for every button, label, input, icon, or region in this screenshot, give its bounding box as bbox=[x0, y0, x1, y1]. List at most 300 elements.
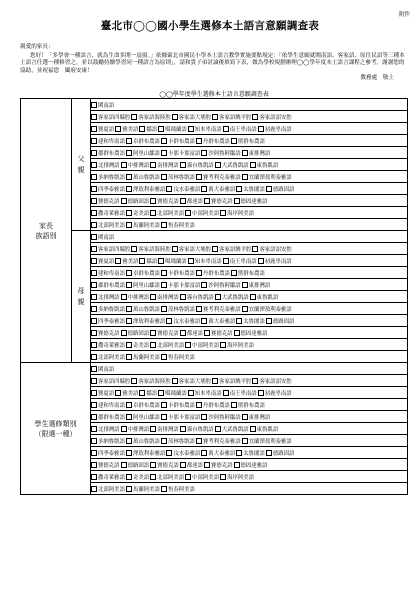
language-option[interactable] bbox=[115, 125, 138, 133]
checkbox-icon[interactable] bbox=[166, 186, 172, 192]
language-option[interactable] bbox=[91, 485, 125, 493]
language-option[interactable] bbox=[252, 245, 291, 253]
checkbox-icon[interactable] bbox=[150, 474, 156, 480]
checkbox-icon[interactable] bbox=[126, 270, 132, 276]
language-option[interactable] bbox=[236, 317, 265, 325]
language-option[interactable] bbox=[121, 197, 150, 205]
language-option[interactable] bbox=[91, 113, 130, 121]
language-option[interactable] bbox=[220, 341, 254, 349]
checkbox-icon[interactable] bbox=[91, 186, 97, 192]
language-option[interactable] bbox=[250, 293, 279, 301]
language-option[interactable] bbox=[126, 173, 160, 181]
language-option[interactable] bbox=[220, 473, 254, 481]
language-option[interactable] bbox=[161, 221, 195, 229]
language-option[interactable] bbox=[185, 209, 219, 217]
checkbox-icon[interactable] bbox=[91, 402, 97, 408]
checkbox-icon[interactable] bbox=[220, 210, 226, 216]
checkbox-icon[interactable] bbox=[204, 198, 210, 204]
language-option[interactable] bbox=[234, 197, 268, 205]
language-option[interactable] bbox=[91, 209, 125, 217]
language-option[interactable] bbox=[91, 425, 120, 433]
checkbox-icon[interactable] bbox=[161, 306, 167, 312]
language-option[interactable] bbox=[91, 149, 125, 157]
language-option[interactable] bbox=[231, 401, 265, 409]
language-option[interactable] bbox=[242, 437, 292, 445]
language-option[interactable] bbox=[91, 389, 114, 397]
checkbox-icon[interactable] bbox=[180, 330, 186, 336]
checkbox-icon[interactable] bbox=[126, 282, 132, 288]
checkbox-icon[interactable] bbox=[172, 114, 178, 120]
language-option[interactable] bbox=[223, 257, 257, 265]
language-option[interactable] bbox=[180, 293, 214, 301]
checkbox-icon[interactable] bbox=[242, 282, 248, 288]
language-option[interactable] bbox=[150, 329, 179, 337]
language-option[interactable] bbox=[161, 305, 195, 313]
language-option[interactable] bbox=[185, 341, 219, 349]
language-option[interactable] bbox=[150, 161, 179, 169]
language-option[interactable] bbox=[91, 293, 120, 301]
language-option[interactable] bbox=[91, 233, 114, 241]
checkbox-icon[interactable] bbox=[91, 354, 97, 360]
checkbox-icon[interactable] bbox=[266, 450, 272, 456]
language-option[interactable] bbox=[242, 413, 271, 421]
language-option[interactable] bbox=[172, 245, 211, 253]
language-option[interactable] bbox=[91, 257, 114, 265]
language-option[interactable] bbox=[161, 173, 195, 181]
checkbox-icon[interactable] bbox=[258, 390, 264, 396]
checkbox-icon[interactable] bbox=[91, 102, 97, 108]
checkbox-icon[interactable] bbox=[91, 270, 97, 276]
language-option[interactable] bbox=[121, 293, 150, 301]
checkbox-icon[interactable] bbox=[188, 390, 194, 396]
language-option[interactable] bbox=[250, 161, 279, 169]
checkbox-icon[interactable] bbox=[91, 330, 97, 336]
language-option[interactable] bbox=[188, 257, 222, 265]
checkbox-icon[interactable] bbox=[252, 378, 258, 384]
language-option[interactable] bbox=[234, 461, 268, 469]
checkbox-icon[interactable] bbox=[161, 150, 167, 156]
language-option[interactable] bbox=[150, 425, 179, 433]
language-option[interactable] bbox=[91, 281, 125, 289]
checkbox-icon[interactable] bbox=[91, 150, 97, 156]
language-option[interactable] bbox=[139, 125, 157, 133]
checkbox-icon[interactable] bbox=[91, 198, 97, 204]
language-option[interactable] bbox=[91, 449, 125, 457]
language-option[interactable] bbox=[266, 185, 295, 193]
language-option[interactable] bbox=[91, 161, 120, 169]
language-option[interactable] bbox=[242, 281, 271, 289]
language-option[interactable] bbox=[91, 197, 120, 205]
checkbox-icon[interactable] bbox=[91, 246, 97, 252]
language-option[interactable] bbox=[131, 245, 170, 253]
checkbox-icon[interactable] bbox=[223, 258, 229, 264]
language-option[interactable] bbox=[126, 413, 160, 421]
language-option[interactable] bbox=[166, 185, 200, 193]
checkbox-icon[interactable] bbox=[196, 306, 202, 312]
language-option[interactable] bbox=[201, 317, 235, 325]
language-option[interactable] bbox=[91, 221, 125, 229]
checkbox-icon[interactable] bbox=[91, 114, 97, 120]
language-option[interactable] bbox=[236, 185, 265, 193]
checkbox-icon[interactable] bbox=[236, 450, 242, 456]
checkbox-icon[interactable] bbox=[234, 462, 240, 468]
language-option[interactable] bbox=[126, 221, 160, 229]
language-option[interactable] bbox=[172, 113, 211, 121]
language-option[interactable] bbox=[126, 185, 165, 193]
language-option[interactable] bbox=[131, 113, 170, 121]
checkbox-icon[interactable] bbox=[196, 438, 202, 444]
checkbox-icon[interactable] bbox=[166, 318, 172, 324]
language-option[interactable] bbox=[188, 125, 222, 133]
language-option[interactable] bbox=[161, 137, 195, 145]
checkbox-icon[interactable] bbox=[252, 114, 258, 120]
language-option[interactable] bbox=[161, 281, 200, 289]
checkbox-icon[interactable] bbox=[231, 402, 237, 408]
checkbox-icon[interactable] bbox=[161, 402, 167, 408]
checkbox-icon[interactable] bbox=[188, 258, 194, 264]
checkbox-icon[interactable] bbox=[91, 294, 97, 300]
checkbox-icon[interactable] bbox=[180, 198, 186, 204]
language-option[interactable] bbox=[91, 413, 125, 421]
checkbox-icon[interactable] bbox=[91, 378, 97, 384]
language-option[interactable] bbox=[201, 449, 235, 457]
checkbox-icon[interactable] bbox=[161, 282, 167, 288]
language-option[interactable] bbox=[91, 185, 125, 193]
checkbox-icon[interactable] bbox=[185, 342, 191, 348]
language-option[interactable] bbox=[180, 425, 214, 433]
checkbox-icon[interactable] bbox=[188, 126, 194, 132]
language-option[interactable] bbox=[150, 197, 179, 205]
language-option[interactable] bbox=[161, 485, 195, 493]
checkbox-icon[interactable] bbox=[150, 162, 156, 168]
checkbox-icon[interactable] bbox=[150, 426, 156, 432]
language-option[interactable] bbox=[242, 173, 292, 181]
language-option[interactable] bbox=[161, 437, 195, 445]
language-option[interactable] bbox=[234, 329, 268, 337]
checkbox-icon[interactable] bbox=[196, 270, 202, 276]
checkbox-icon[interactable] bbox=[204, 462, 210, 468]
checkbox-icon[interactable] bbox=[250, 162, 256, 168]
checkbox-icon[interactable] bbox=[126, 318, 132, 324]
language-option[interactable] bbox=[161, 269, 195, 277]
language-option[interactable] bbox=[212, 113, 251, 121]
checkbox-icon[interactable] bbox=[91, 282, 97, 288]
language-option[interactable] bbox=[161, 149, 200, 157]
checkbox-icon[interactable] bbox=[161, 354, 167, 360]
checkbox-icon[interactable] bbox=[91, 210, 97, 216]
checkbox-icon[interactable] bbox=[223, 390, 229, 396]
checkbox-icon[interactable] bbox=[250, 294, 256, 300]
language-option[interactable] bbox=[121, 161, 150, 169]
language-option[interactable] bbox=[204, 197, 233, 205]
language-option[interactable] bbox=[91, 269, 125, 277]
checkbox-icon[interactable] bbox=[121, 462, 127, 468]
checkbox-icon[interactable] bbox=[91, 234, 97, 240]
language-option[interactable] bbox=[115, 257, 138, 265]
checkbox-icon[interactable] bbox=[172, 378, 178, 384]
language-option[interactable] bbox=[91, 317, 125, 325]
language-option[interactable] bbox=[91, 101, 114, 109]
language-option[interactable] bbox=[91, 437, 125, 445]
language-option[interactable] bbox=[91, 305, 125, 313]
language-option[interactable] bbox=[242, 149, 271, 157]
language-option[interactable] bbox=[158, 125, 187, 133]
checkbox-icon[interactable] bbox=[161, 438, 167, 444]
checkbox-icon[interactable] bbox=[201, 186, 207, 192]
checkbox-icon[interactable] bbox=[126, 342, 132, 348]
checkbox-icon[interactable] bbox=[150, 342, 156, 348]
checkbox-icon[interactable] bbox=[161, 174, 167, 180]
checkbox-icon[interactable] bbox=[242, 306, 248, 312]
checkbox-icon[interactable] bbox=[234, 330, 240, 336]
language-option[interactable] bbox=[266, 317, 295, 325]
checkbox-icon[interactable] bbox=[126, 414, 132, 420]
checkbox-icon[interactable] bbox=[121, 162, 127, 168]
language-option[interactable] bbox=[91, 173, 125, 181]
checkbox-icon[interactable] bbox=[161, 270, 167, 276]
language-option[interactable] bbox=[126, 449, 165, 457]
language-option[interactable] bbox=[126, 485, 160, 493]
checkbox-icon[interactable] bbox=[220, 342, 226, 348]
checkbox-icon[interactable] bbox=[158, 126, 164, 132]
language-option[interactable] bbox=[126, 137, 160, 145]
checkbox-icon[interactable] bbox=[91, 162, 97, 168]
language-option[interactable] bbox=[220, 209, 254, 217]
checkbox-icon[interactable] bbox=[150, 462, 156, 468]
language-option[interactable] bbox=[180, 329, 203, 337]
checkbox-icon[interactable] bbox=[204, 330, 210, 336]
language-option[interactable] bbox=[126, 341, 149, 349]
language-option[interactable] bbox=[196, 305, 241, 313]
checkbox-icon[interactable] bbox=[126, 306, 132, 312]
checkbox-icon[interactable] bbox=[126, 186, 132, 192]
language-option[interactable] bbox=[231, 269, 265, 277]
language-option[interactable] bbox=[161, 353, 195, 361]
checkbox-icon[interactable] bbox=[258, 258, 264, 264]
language-option[interactable] bbox=[236, 449, 265, 457]
checkbox-icon[interactable] bbox=[252, 246, 258, 252]
language-option[interactable] bbox=[91, 365, 114, 373]
checkbox-icon[interactable] bbox=[201, 450, 207, 456]
checkbox-icon[interactable] bbox=[126, 138, 132, 144]
language-option[interactable] bbox=[196, 137, 230, 145]
checkbox-icon[interactable] bbox=[196, 138, 202, 144]
checkbox-icon[interactable] bbox=[126, 222, 132, 228]
checkbox-icon[interactable] bbox=[196, 402, 202, 408]
checkbox-icon[interactable] bbox=[139, 126, 145, 132]
language-option[interactable] bbox=[196, 437, 241, 445]
checkbox-icon[interactable] bbox=[231, 270, 237, 276]
language-option[interactable] bbox=[250, 425, 279, 433]
checkbox-icon[interactable] bbox=[126, 450, 132, 456]
checkbox-icon[interactable] bbox=[91, 450, 97, 456]
checkbox-icon[interactable] bbox=[126, 174, 132, 180]
checkbox-icon[interactable] bbox=[201, 282, 207, 288]
language-option[interactable] bbox=[258, 389, 292, 397]
language-option[interactable] bbox=[212, 377, 251, 385]
checkbox-icon[interactable] bbox=[91, 138, 97, 144]
checkbox-icon[interactable] bbox=[158, 258, 164, 264]
checkbox-icon[interactable] bbox=[231, 138, 237, 144]
language-option[interactable] bbox=[150, 473, 184, 481]
language-option[interactable] bbox=[201, 149, 240, 157]
language-option[interactable] bbox=[121, 461, 150, 469]
checkbox-icon[interactable] bbox=[91, 462, 97, 468]
checkbox-icon[interactable] bbox=[201, 150, 207, 156]
language-option[interactable] bbox=[115, 389, 138, 397]
language-option[interactable] bbox=[266, 449, 295, 457]
language-option[interactable] bbox=[201, 185, 235, 193]
checkbox-icon[interactable] bbox=[126, 402, 132, 408]
checkbox-icon[interactable] bbox=[234, 198, 240, 204]
language-option[interactable] bbox=[91, 329, 120, 337]
checkbox-icon[interactable] bbox=[126, 354, 132, 360]
language-option[interactable] bbox=[258, 257, 292, 265]
language-option[interactable] bbox=[91, 401, 125, 409]
checkbox-icon[interactable] bbox=[161, 414, 167, 420]
language-option[interactable] bbox=[126, 437, 160, 445]
checkbox-icon[interactable] bbox=[172, 246, 178, 252]
language-option[interactable] bbox=[91, 353, 125, 361]
checkbox-icon[interactable] bbox=[139, 390, 145, 396]
language-option[interactable] bbox=[180, 161, 214, 169]
checkbox-icon[interactable] bbox=[266, 318, 272, 324]
checkbox-icon[interactable] bbox=[91, 306, 97, 312]
language-option[interactable] bbox=[212, 245, 251, 253]
checkbox-icon[interactable] bbox=[212, 378, 218, 384]
language-option[interactable] bbox=[91, 245, 130, 253]
checkbox-icon[interactable] bbox=[242, 438, 248, 444]
checkbox-icon[interactable] bbox=[91, 126, 97, 132]
language-option[interactable] bbox=[201, 413, 240, 421]
checkbox-icon[interactable] bbox=[91, 258, 97, 264]
checkbox-icon[interactable] bbox=[180, 162, 186, 168]
checkbox-icon[interactable] bbox=[91, 390, 97, 396]
language-option[interactable] bbox=[258, 125, 292, 133]
language-option[interactable] bbox=[121, 425, 150, 433]
checkbox-icon[interactable] bbox=[115, 258, 121, 264]
language-option[interactable] bbox=[252, 113, 291, 121]
language-option[interactable] bbox=[223, 125, 257, 133]
checkbox-icon[interactable] bbox=[161, 486, 167, 492]
checkbox-icon[interactable] bbox=[91, 438, 97, 444]
language-option[interactable] bbox=[161, 413, 200, 421]
language-option[interactable] bbox=[223, 389, 257, 397]
language-option[interactable] bbox=[91, 473, 125, 481]
language-option[interactable] bbox=[204, 329, 233, 337]
language-option[interactable] bbox=[126, 281, 160, 289]
checkbox-icon[interactable] bbox=[131, 378, 137, 384]
checkbox-icon[interactable] bbox=[121, 426, 127, 432]
checkbox-icon[interactable] bbox=[185, 210, 191, 216]
checkbox-icon[interactable] bbox=[158, 390, 164, 396]
language-option[interactable] bbox=[91, 137, 125, 145]
checkbox-icon[interactable] bbox=[131, 246, 137, 252]
checkbox-icon[interactable] bbox=[150, 294, 156, 300]
language-option[interactable] bbox=[91, 341, 125, 349]
language-option[interactable] bbox=[158, 257, 187, 265]
checkbox-icon[interactable] bbox=[266, 186, 272, 192]
language-option[interactable] bbox=[201, 281, 240, 289]
checkbox-icon[interactable] bbox=[161, 222, 167, 228]
language-option[interactable] bbox=[150, 293, 179, 301]
language-option[interactable] bbox=[188, 389, 222, 397]
checkbox-icon[interactable] bbox=[131, 114, 137, 120]
checkbox-icon[interactable] bbox=[180, 426, 186, 432]
language-option[interactable] bbox=[126, 353, 160, 361]
checkbox-icon[interactable] bbox=[91, 342, 97, 348]
language-option[interactable] bbox=[215, 425, 249, 433]
language-option[interactable] bbox=[231, 137, 265, 145]
language-option[interactable] bbox=[131, 377, 170, 385]
language-option[interactable] bbox=[185, 473, 219, 481]
checkbox-icon[interactable] bbox=[150, 330, 156, 336]
language-option[interactable] bbox=[180, 197, 203, 205]
checkbox-icon[interactable] bbox=[215, 426, 221, 432]
checkbox-icon[interactable] bbox=[242, 414, 248, 420]
checkbox-icon[interactable] bbox=[250, 426, 256, 432]
language-option[interactable] bbox=[204, 461, 233, 469]
language-option[interactable] bbox=[166, 317, 200, 325]
checkbox-icon[interactable] bbox=[121, 330, 127, 336]
checkbox-icon[interactable] bbox=[115, 126, 121, 132]
checkbox-icon[interactable] bbox=[126, 210, 132, 216]
language-option[interactable] bbox=[150, 209, 184, 217]
language-option[interactable] bbox=[126, 269, 160, 277]
checkbox-icon[interactable] bbox=[121, 198, 127, 204]
checkbox-icon[interactable] bbox=[180, 462, 186, 468]
checkbox-icon[interactable] bbox=[161, 138, 167, 144]
language-option[interactable] bbox=[126, 149, 160, 157]
language-option[interactable] bbox=[150, 341, 184, 349]
checkbox-icon[interactable] bbox=[91, 222, 97, 228]
language-option[interactable] bbox=[215, 161, 249, 169]
language-option[interactable] bbox=[91, 377, 130, 385]
checkbox-icon[interactable] bbox=[166, 450, 172, 456]
checkbox-icon[interactable] bbox=[126, 438, 132, 444]
checkbox-icon[interactable] bbox=[215, 294, 221, 300]
checkbox-icon[interactable] bbox=[236, 186, 242, 192]
checkbox-icon[interactable] bbox=[212, 246, 218, 252]
checkbox-icon[interactable] bbox=[91, 366, 97, 372]
checkbox-icon[interactable] bbox=[236, 318, 242, 324]
checkbox-icon[interactable] bbox=[201, 414, 207, 420]
language-option[interactable] bbox=[196, 401, 230, 409]
language-option[interactable] bbox=[126, 401, 160, 409]
checkbox-icon[interactable] bbox=[91, 318, 97, 324]
language-option[interactable] bbox=[139, 257, 157, 265]
checkbox-icon[interactable] bbox=[91, 174, 97, 180]
checkbox-icon[interactable] bbox=[196, 174, 202, 180]
checkbox-icon[interactable] bbox=[126, 486, 132, 492]
language-option[interactable] bbox=[252, 377, 291, 385]
checkbox-icon[interactable] bbox=[180, 294, 186, 300]
language-option[interactable] bbox=[180, 461, 203, 469]
language-option[interactable] bbox=[161, 401, 195, 409]
language-option[interactable] bbox=[150, 461, 179, 469]
checkbox-icon[interactable] bbox=[91, 414, 97, 420]
checkbox-icon[interactable] bbox=[212, 114, 218, 120]
language-option[interactable] bbox=[172, 377, 211, 385]
checkbox-icon[interactable] bbox=[185, 474, 191, 480]
checkbox-icon[interactable] bbox=[126, 150, 132, 156]
checkbox-icon[interactable] bbox=[150, 210, 156, 216]
language-option[interactable] bbox=[242, 305, 292, 313]
language-option[interactable] bbox=[166, 449, 200, 457]
language-option[interactable] bbox=[139, 389, 157, 397]
checkbox-icon[interactable] bbox=[150, 198, 156, 204]
checkbox-icon[interactable] bbox=[215, 162, 221, 168]
